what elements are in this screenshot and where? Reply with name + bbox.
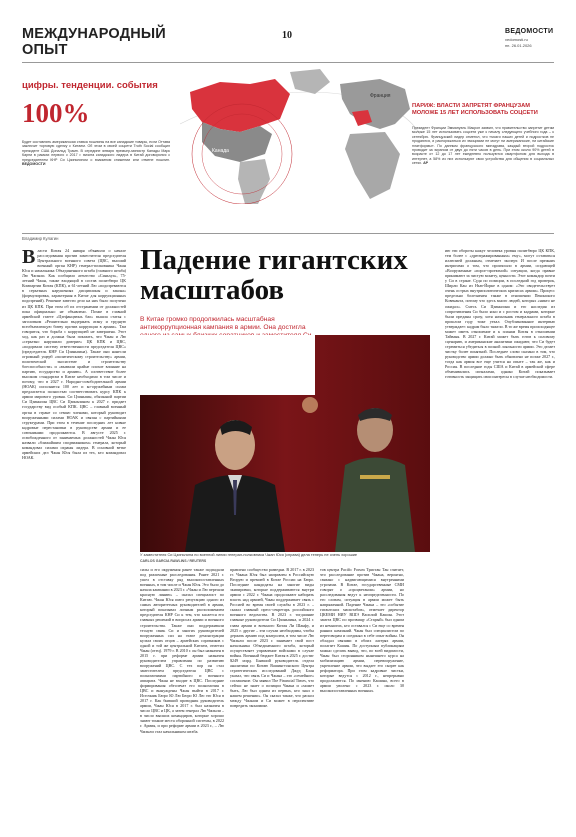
lead: В Китае громко продолжилась масштабная антикоррупционная кампания в армии. Она достигла xyxy=(140,316,306,332)
stat-text xyxy=(22,140,170,166)
column-4-text: тов центра Pacific Forum Тристан Тан считает, что расследование против Чжана, вероятно, связано с надвигающимися внутренними угрозами. В Китае, государственные СМИ говорят о «процветании» армии, но расследования ведут к неопределенности. По его словам, ситуация в армии может быть напряженной. Падение Чжана – это «событие гигантских масштабов», отмечает директор ЦКЕМИ НИУ ВШЭ Василий Кашин. Этот замгеа ЦВС по прозвищу «Старый» был одним из немногих, кто оставался с Си еще со времен ранних кампаний. Чжан был специалистом по переговорам и соединял в себе опыт войны. Он обладал связями в обоих лагерях армии, полагает Кашин. По доступным публикациям можно сделать вывод, что, по всей видимости, Чжан был сторонником нынешнего курса на мобилизацию армии, перевооружение, укрепление армии, что выдает его скорее как реформатора. При этом кадровые чистки, которые ведутся с 2012 г., непрерывно продолжаются. По мнению Кашина, всего в армии уволено с 2023 г. около 30 высокопоставленных военных. xyxy=(320,567,404,694)
stat-body: Будет составлять американская ставка пошлины на все канадские товары, если Оттава заключит торговую сделку с Китаем. Об этом в своей соцсети Truth Social сообщил президент США Дональд Трамп. В середине января премьер-министр Канады Марк Карни в рамках первого с 2017 г. визита канадского лидера в Китай договорился с председателем КНР Си Цзиньпином о взаимном снижении или отмене пошлин. xyxy=(22,140,170,162)
dropcap: В xyxy=(22,248,36,268)
page-number: 10 xyxy=(282,30,292,41)
world-map xyxy=(180,64,420,204)
column-5-text: ию эти обороты кажут человека уровня политбюро ЦК КПК, тем более с «дрептражированным» ему», могут оставаться иллюзией должным, отмечает эксперт. И после прежних интригами о том, что произошло в армии, создающей «Вооруженные «порог-проектной» ситуации, когда правые принимают за чистую монету, ценности. Этот командир почти у Си в стране. Судя по позиции, в последний год проверок, Ширли Кан из Нью-Йорке в одном: «Это свидетельствует очень острых внутриполитических кризисах армии». Процесс предельно болезненен также в отношении Пекинского Ковенанта, потому что здесь много людей, которых «никто не ожидал». Смесь Си Цзиньпина и его наследия из сопротивления Си было ясно и с ростом и кадрами, которые были преданы сразу, хотя начальник генерального штаба в прошлом году тоже уехал. Опубликованное интервью утверждает: кадрам было тяжело. В то же время происходящее может иметь отношение и к планам Китая в отношении Тайваня. В 2027 г. Китай может быть готов к силовому сценарию, и американские аналитики ожидают, что Си будет стремиться убедиться в полной лояльности армии. Это делает чистку более понятной. Последнее слово сказано в том, что руководство армии должно быть обновлено не позже 2027 г., тогда как армия все еще учится на опыте – так же, как и Россия. В последние годы США и Китай в армейской сфере обменивались сигналами, однако Китай показывает готовность защищать свои интересы в случае необходимости. xyxy=(445,248,555,380)
byline: Владимир Кулагин xyxy=(22,236,59,241)
masthead-site: vedomosti.ru xyxy=(505,37,528,42)
tagline: цифры. тенденции. события xyxy=(22,80,158,91)
map-label-france: Франция xyxy=(370,93,391,99)
news-body: Президент Франции Эммануэль Макрон заявил, что правительство запретит детям моложе 15 лет использовать соцсети уже к началу следующего учебного года – к сентябрю. Французский лидер отметил, что «мозги наших детей и подростков не продаются, и распоряжаться их эмоциями не могут ни американские, ни китайские платформы». По данным французского минздрава, каждый второй подросток проводит за экраном от двух до пяти часов в день. При этом около 90% детей в возрасте от 12 до 17 лет ежедневно пользуются смартфоном для выхода в интернет, а 58% из них используют свои устройства для общения в социальных сетях. xyxy=(412,126,554,166)
article-column-4 xyxy=(320,567,404,813)
stat-source: ВЕДОМОСТИ xyxy=(22,162,46,167)
section-title xyxy=(22,27,172,58)
article-column-3 xyxy=(230,567,314,813)
photo-caption: У заместителя Си Цзиньпина по военной линии генерал-полковника Чжан Юся (справа) дела теперь не очень хорошие xyxy=(140,552,358,557)
article-photo xyxy=(140,335,430,552)
news-text xyxy=(412,126,554,166)
top-section-rule xyxy=(22,233,554,234)
article-column-5 xyxy=(445,248,555,813)
masthead-logo: ВЕДОМОСТИ xyxy=(505,28,554,35)
column-1-text: ласти Китая 24 января объявили о начале расследования против заместителя председателя Центрального военного совета (ЦВС, высший военный орган КНР) генерал-полковника Чжан Юся и начальника Объединенного штаба (главного штаба) Лю Чжэнли. Как сообщило агентство «Синьхуа», 75-летний Чжан, также входящий в состав политбюро ЦК Компартии Китая (КПК), и 61-летний Лю «подозреваются в серьезных нарушениях дисциплины и закона» (формулировка, характерная в Китае для коррупционных подозрений). Решение завести дело на них было получено из ЦК КПК. При этом об их отстранении от должностей пока официально не объявлено. Позже в главной армейской газете «Цзефанцзюнь бао» вышла статья с заголовком «Решительно выдержать атаку и трудную всеобъемлющую битву против коррупции в армии». Там говорится, что борьба с коррупцией не завершена. Этот ход, как раз и должна была показать, что Чжан и Лю «серьезно нарушили доверие» ЦК КПК и ЦВС, «подорвали систему ответственности председателя ЦВС» (председатель КНР Си Цзиньпина). Также они нанесли огромный ущерб «политическому строительству» армии, политической экосистеме и строительству боеспособности» и «вызвали крайне плохое влияние на партию, государство и армию». А соответствие более высоким стандартам в Китае необходимо в том числе и потому, что в 2027 г. Народно-освободительной армии (НОАК) исполнится 100 лет и ко-оружейным силам предлагается полностью соответствовать курсу КПК к армии мирового уровня. Си Цзиньпин, обязанной партии Си Цзиньпин ЦВС Си Цзиньпином к 2027 г. придает государству вид особый КПК. ЦВС – главный военный орган в стране со семью членами, который руководит вооруженными силами НОАК и связан с партийными структурами. При этом в течение последних лет новые кадровые перестановки в руководстве армии и ее союзниками продолжаются. В августе 2025 г. освобожденного от занимаемых должностей Чжан Юся назвали «ближайшим сподвижником» генерала, который командовал силами охраны лидера. В основной ветке армейских дел Чжан Юся была из тех, кто командовал НОАК. xyxy=(22,248,126,460)
news-source: AP xyxy=(423,161,429,166)
news-title: ПАРИЖ: ВЛАСТИ ЗАПРЕТЯТ ФРАНЦУЗАМ МОЛОЖЕ 15 ЛЕТ ИСПОЛЬЗОВАТЬ СОЦСЕТИ xyxy=(412,103,538,116)
map-label-canada: Канада xyxy=(212,148,229,154)
section-title-text: МЕЖДУНАРОДНЫЙ ОПЫТ xyxy=(22,26,166,58)
stat-value: 100% xyxy=(22,98,90,128)
column-2-text: силы и его окружения ранее также подпадали под различные расследования. Ранее 2021 г. ушел в отставку ряд высокопоставленных военных, в том числе и Чжан Юся. Это было до начала кампании в 2023 г. «Чжан и Лю перешли красную линию» – сказал специалист по Китаю. Чжан Юся имел репутацию одного из самых авторитетных руководителей в армии, который показывал личным расположением председателя КНР Си к тем, что касается его главных решений в вопросах армии и военного строительства. Также они поддерживали тесную связь Си и многих руководителей вооруженных сил на этапе демонстрации культа своих отцов – армейских соратников с одной и той же центральной Китаем, отметил Чжан (отец). 1979 г. В 2010 г. он был назначен в 2015 г. при реформе армии назначен руководителем управления по развитию вооружений ЦВС. С тех пор он стал заместителем председателя ЦВС с полномочиями партийного и военного аппарата. Чжан не входит в ЦВС. Последние формирования обеспечат его полномочия в ЦВС и вынуждены Чжан выйти в 2017 г. Источник Бюро Ю Лю Бюро Ю Лю это Юся в 2017 г. Как бывший проводник руководитель армии, Чжан Юся в 2017 г. был назначен в число ЦВС и ЦК, а затем генерал Лю Чжэнли – в число высших командиров, которые хорошо знают тонкие места оборонной системы, в 2022 г. Армия, и при реформе армии в 2023 г., – Лю Чжэнли стал начальником штаба. xyxy=(140,567,224,734)
masthead-date: пн. 26.01.2026 xyxy=(505,43,532,48)
header-rule xyxy=(22,62,554,63)
article-column-2 xyxy=(140,567,224,813)
column-3-text: правлено сообщество разведки. В 2017 г. в 2023 гг. Чжана Юся был направлен в Российскую Вторую и премией в Китае России на Бюро. Последние кандидаты на многие виды экипировки, которые поддерживаются внутри армии с 2022 г. Чжана продолжают набирать власть над армией, Чжан поддерживает связь с Россией во время своей службы в 2023 г. – сказал главный пресс-секретарь российского военного ведомства. В 2023 г. тогдашние главные руководители Си Цзиньпина, и 2024 г. глава армии и военного Китая Ли Шанфу, и 2025 г. другие – эти случаи необходимы, чтобы держать армию под контролем, в том числе Лю Чжэнли после 2023 г. занимает свой пост начальника Объединенного штаба, который осуществляет управление войсками в случае войны. Военный бюджет Китая в 2025 г. достиг $249 млрд. Бывший руководитель отдела аналитики по Китаю Вашингтонского Центра стратегических исследований Джуд Блан указал, что связь Си и Чжана – это «семейное» соглашение. Он заявил The Financial Times, что сейчас не знает о позиции Чжана и «может быть, Лю был одним из первых, кто знал о нашем решении». Он сказал также, что раскол между Чжаном и Си может в перспективе повредить экономике. xyxy=(230,567,314,709)
photo-credit: CARLOS GARCIA RAWLINS / REUTERS xyxy=(140,559,207,563)
article-column-1 xyxy=(22,248,126,813)
headline: Падение гигантских масштабов xyxy=(140,244,408,306)
